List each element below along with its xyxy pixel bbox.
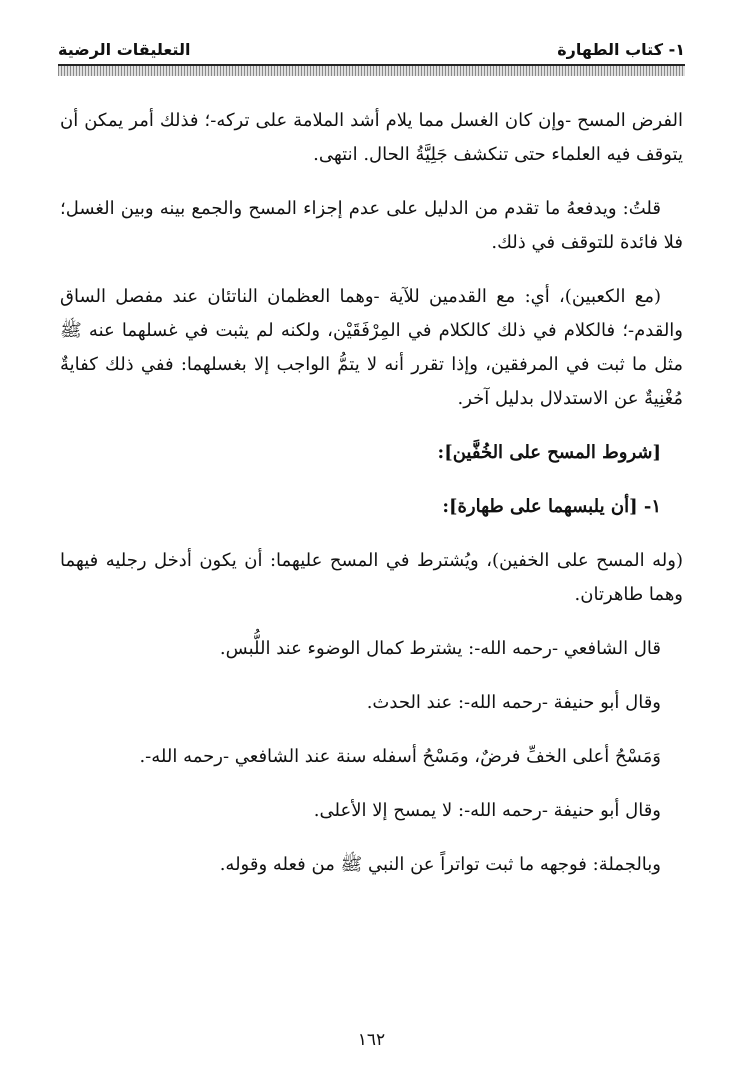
paragraph-4: (وله المسح على الخفين)، ويُشترط في المسح عليهما: أن يكون أدخل رجليه فيهما وهما طاهرتان. [60, 550, 683, 605]
paragraph-7: وَمَسْحُ أعلى الخفِّ فرضٌ، ومَسْحُ أسفله سنة عند الشافعي -رحمه الله-. [139, 746, 661, 767]
subsection-heading: ١- [أن يلبسهما على طهارة]: [442, 496, 661, 517]
paragraph-8: وقال أبو حنيفة -رحمه الله-: لا يمسح إلا الأعلى. [313, 800, 661, 821]
paragraph-2: قلتُ: ويدفعهُ ما تقدم من الدليل على عدم إجزاء المسح والجمع بينه وبين الغسل؛ فلا فائدة للتوقف في ذلك. [60, 198, 683, 253]
section-heading: [شروط المسح على الخُفَّين]: [437, 442, 661, 463]
page-number: ١٦٢ [357, 1030, 386, 1050]
book-title: التعليقات الرضية [58, 40, 191, 59]
paragraph-9: وبالجملة: فوجهه ما ثبت تواتراً عن النبي ﷺ من فعله وقوله. [219, 854, 661, 875]
page-body [60, 104, 683, 902]
paragraph-3: (مع الكعبين)، أي: مع القدمين للآية -وهما العظمان الناتئان عند مفصل الساق والقدم-؛ فالكلام في ذلك كالكلام في المِرْفَقَيْن، ولكنه لم يثبت في غسلهما عنه ﷺ مثل ما ثبت في المرفقين، وإذا تقرر أنه لا يتمُّ الواجب إلا بغسلهما: ففي ذلك كفايةٌ مُغْنِيةٌ عن الاستدلال بدليل آخر. [60, 286, 683, 409]
paragraph-5: قال الشافعي -رحمه الله-: يشترط كمال الوضوء عند اللُّبس. [219, 638, 661, 659]
paragraph-1: الفرض المسح -وإن كان الغسل مما يلام أشد الملامة على تركه-؛ فذلك أمر يمكن أن يتوقف فيه العلماء حتى تنكشف جَلِيَّةُ الحال. انتهى. [60, 110, 683, 165]
paragraph-6: وقال أبو حنيفة -رحمه الله-: عند الحدث. [366, 692, 661, 713]
chapter-title: ١- كتاب الطهارة [557, 40, 685, 59]
header-rule [58, 64, 685, 76]
